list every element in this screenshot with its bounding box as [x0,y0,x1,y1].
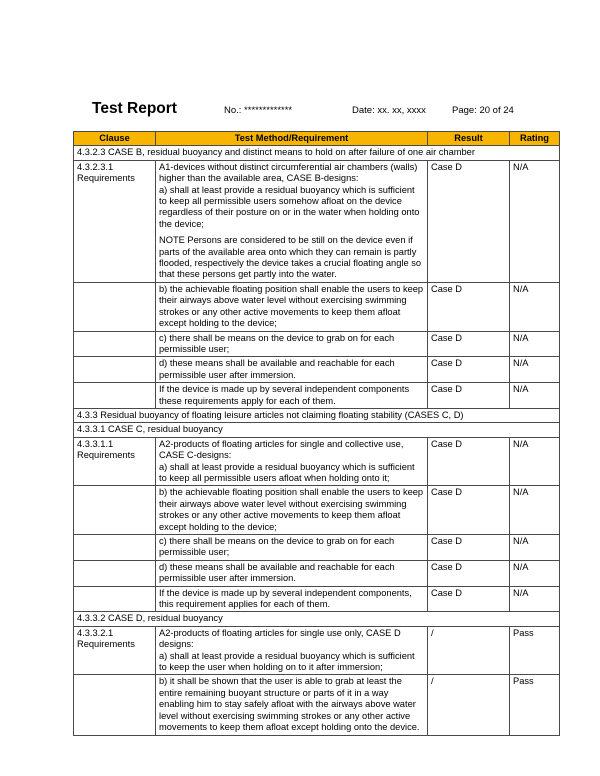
requirement-cell: c) there shall be means on the device to grab on for each permissible user; [156,535,428,561]
result-cell: Case D [428,535,510,561]
table-row [74,437,560,486]
table-row [74,535,560,561]
rating-cell: N/A [510,383,560,409]
rating-cell: N/A [510,437,560,486]
table-row [74,282,560,331]
requirement-cell: c) there shall be means on the device to grab on for each permissible user; [156,331,428,357]
rating-cell: N/A [510,282,560,331]
clause-cell [74,675,156,735]
clause-cell [74,486,156,535]
result-cell: / [428,675,510,735]
requirement-text: a) shall at least provide a residual buoyancy which is sufficient to keep all permissible users somehow afloat on the device regardless of their posture on or in the water when holding onto the device; [159,184,420,229]
requirement-text: A1-devices without distinct circumferential air chambers (walls) higher than the available area, CASE B-designs: [159,161,418,184]
rating-cell: Pass [510,626,560,675]
result-cell: Case D [428,437,510,486]
section-heading: 4.3.3.2 CASE D, residual buoyancy [74,612,560,626]
requirement-text: a) shall at least provide a residual buoyancy which is sufficient to keep all permissible users afloat when holding onto it; [159,461,415,483]
clause-cell: 4.3.3.2.1 Requirements [74,626,156,675]
rating-cell: N/A [510,586,560,612]
section-row [74,423,560,437]
rating-cell: N/A [510,160,560,282]
result-cell: Case D [428,331,510,357]
section-heading: 4.3.2.3 CASE B, residual buoyancy and distinct means to hold on after failure of one air chamber [74,146,560,160]
clause-cell [74,357,156,383]
requirement-cell: If the device is made up by several independent components, this requirement applies for each of them. [156,586,428,612]
table-row [74,331,560,357]
section-heading: 4.3.3 Residual buoyancy of floating leisure articles not claiming floating stability (CASES C, D) [74,408,560,422]
requirement-cell: b) it shall be shown that the user is able to grab at least the entire remaining buoyant structure or parts of it in a way enabling him to stay safely afloat with the airways above water level without exercising swimming strokes or any other active movements to keep them afloat except holding onto the device. [156,675,428,735]
requirement-cell [156,437,428,486]
clause-cell [74,383,156,409]
rating-cell: N/A [510,535,560,561]
table-row [74,160,560,282]
result-cell: Case D [428,357,510,383]
report-date: Date: xx. xx, xxxx [352,105,426,116]
requirement-text: A2-products of floating articles for single use only, CASE D designs: [159,627,401,650]
requirements-table [73,131,560,736]
requirement-cell: b) the achievable floating position shall enable the users to keep their airways above water level without exercising swimming strokes or any other active movements to keep them afloat except holding to the device; [156,282,428,331]
section-row [74,146,560,160]
result-cell: Case D [428,282,510,331]
column-header-clause: Clause [74,132,156,146]
requirement-cell: b) the achievable floating position shall enable the users to keep their airways above water level without exercising swimming strokes or any other active movements to keep them afloat except holding to the device; [156,486,428,535]
section-row [74,612,560,626]
result-cell: Case D [428,160,510,282]
rating-cell: N/A [510,331,560,357]
table-row [74,586,560,612]
requirement-text: A2-products of floating articles for single and collective use, CASE C-designs: [159,438,404,461]
clause-cell [74,560,156,586]
table-row [74,626,560,675]
requirement-cell [156,626,428,675]
result-cell: Case D [428,586,510,612]
table-row [74,560,560,586]
clause-cell: 4.3.3.1.1 Requirements [74,437,156,486]
rating-cell: N/A [510,560,560,586]
result-cell: Case D [428,486,510,535]
requirement-text: a) shall at least provide a residual buoyancy which is sufficient to keep the user when holding on to it after immersion; [159,650,415,673]
page-number: Page: 20 of 24 [452,105,514,116]
column-header-result: Result [428,132,510,146]
column-header-rating: Rating [510,132,560,146]
report-title: Test Report [92,100,177,117]
table-header-row [74,132,560,146]
section-heading: 4.3.3.1 CASE C, residual buoyancy [74,423,560,437]
requirement-cell: If the device is made up by several independent components these requirements apply for each of them. [156,383,428,409]
rating-cell: Pass [510,675,560,735]
requirement-note: NOTE Persons are considered to be still on the device even if parts of the available area onto which they can remain is partly flooded, respectively the device takes a crucial floating angle so that these persons get partly into the water. [159,235,422,280]
table-row [74,383,560,409]
column-header-method: Test Method/Requirement [156,132,428,146]
section-row [74,408,560,422]
clause-cell [74,535,156,561]
table-row [74,357,560,383]
report-number: No.: ************* [224,105,293,116]
report-header [92,100,552,122]
result-cell: Case D [428,560,510,586]
clause-cell [74,331,156,357]
clause-cell [74,282,156,331]
rating-cell: N/A [510,357,560,383]
requirement-cell: d) these means shall be available and reachable for each permissible user after immersion. [156,357,428,383]
table-row [74,486,560,535]
requirement-cell [156,160,428,282]
table-row [74,675,560,735]
clause-cell: 4.3.2.3.1 Requirements [74,160,156,282]
result-cell: / [428,626,510,675]
rating-cell: N/A [510,486,560,535]
requirement-cell: d) these means shall be available and reachable for each permissible user after immersion. [156,560,428,586]
result-cell: Case D [428,383,510,409]
clause-cell [74,586,156,612]
